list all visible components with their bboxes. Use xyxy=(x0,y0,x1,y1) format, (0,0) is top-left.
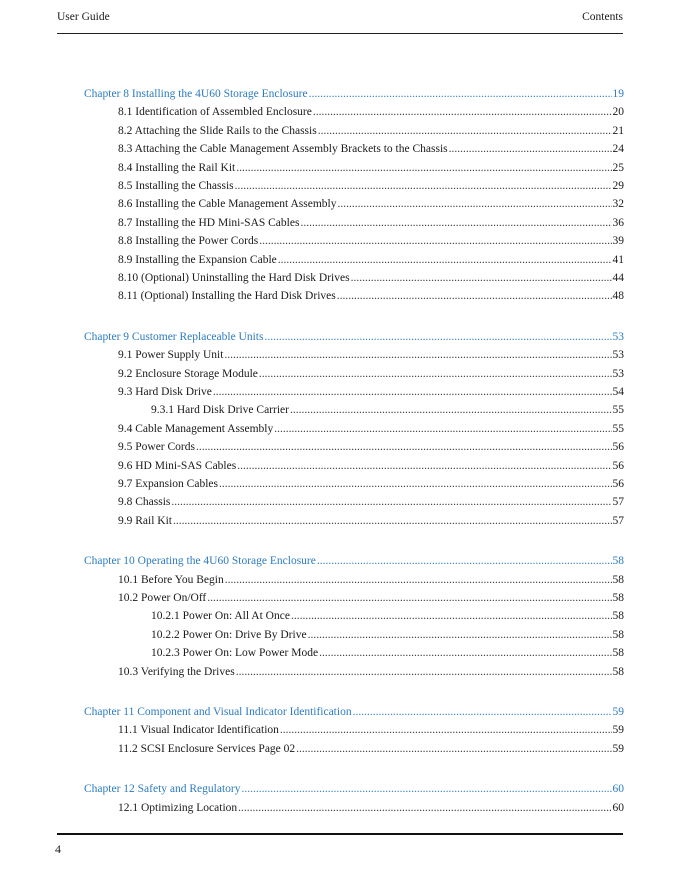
toc-section-link[interactable] xyxy=(118,215,624,231)
toc-entry-title: 10.2 Power On/Off xyxy=(118,592,207,604)
toc-dot-leader xyxy=(278,252,612,268)
toc-dot-leader xyxy=(196,439,612,455)
toc-dot-leader xyxy=(225,572,612,588)
toc-entry-page: 41 xyxy=(612,253,624,266)
toc-entry-page: 57 xyxy=(612,496,624,509)
toc-entry-page: 58 xyxy=(612,628,624,641)
toc-dot-leader xyxy=(313,104,612,120)
toc-entry-title: 8.10 (Optional) Uninstalling the Hard Disk Drives xyxy=(118,272,350,284)
toc-entry-page: 55 xyxy=(612,422,624,435)
toc-dot-leader xyxy=(300,215,611,231)
toc-entry-title: 9.5 Power Cords xyxy=(118,441,195,454)
toc-entry-title: 9.3 Hard Disk Drive xyxy=(118,386,212,398)
toc-section-link[interactable] xyxy=(118,800,624,816)
toc-entry-page: 58 xyxy=(612,647,624,660)
toc-section-link[interactable] xyxy=(118,123,624,139)
toc-entry-title: 10.2.3 Power On: Low Power Mode xyxy=(151,647,319,660)
toc-dot-leader xyxy=(274,421,611,437)
toc-entry-title: 10.3 Verifying the Drives xyxy=(118,665,235,678)
toc-section-link[interactable] xyxy=(151,608,624,624)
toc-entry-title: 9.8 Chassis xyxy=(118,496,171,509)
toc-dot-leader xyxy=(317,553,612,569)
toc-chapter-link[interactable] xyxy=(84,781,624,797)
toc-entry-title: 8.7 Installing the HD Mini-SAS Cables xyxy=(118,216,300,229)
toc-entry-page: 56 xyxy=(612,478,624,490)
footer-divider xyxy=(57,833,623,835)
toc-dot-leader xyxy=(290,402,612,418)
toc-entry-title: 8.3 Attaching the Cable Management Assembly Brackets to the Chassis xyxy=(118,143,448,156)
toc-entry-title: 8.4 Installing the Rail Kit xyxy=(118,161,236,174)
toc-section-link[interactable] xyxy=(118,178,624,194)
toc-entry-title: 8.1 Identification of Assembled Enclosure xyxy=(118,106,312,119)
page-number: 4 xyxy=(55,842,61,856)
toc-entry-page: 48 xyxy=(612,290,624,303)
toc-section-link[interactable] xyxy=(118,366,624,382)
toc-entry-page: 56 xyxy=(612,459,624,472)
toc-entry-page: 29 xyxy=(612,180,624,192)
toc-entry-page: 39 xyxy=(612,235,624,248)
toc-entry-page: 58 xyxy=(612,610,624,623)
toc-entry-page: 44 xyxy=(612,272,624,284)
toc-dot-leader xyxy=(237,458,611,474)
toc-entry-title: Chapter 11 Component and Visual Indicator Identification xyxy=(84,706,352,718)
toc-dot-leader xyxy=(224,347,611,363)
toc-entry-page: 20 xyxy=(612,106,624,119)
toc-chapter-link[interactable] xyxy=(84,86,624,102)
toc-section-link[interactable] xyxy=(118,421,624,437)
toc-section-link[interactable] xyxy=(118,458,624,474)
toc-entry-title: 11.2 SCSI Enclosure Services Page 02 xyxy=(118,742,296,755)
toc-entry-title: 11.1 Visual Indicator Identification xyxy=(118,724,279,737)
toc-entry-title: 10.2.2 Power On: Drive By Drive xyxy=(151,628,307,641)
toc-section-link[interactable] xyxy=(118,476,624,492)
toc-entry-page: 32 xyxy=(612,198,624,211)
toc-section-link[interactable] xyxy=(118,104,624,120)
toc-entry-title: Chapter 8 Installing the 4U60 Storage Enclosure xyxy=(84,88,308,100)
toc-entry-title: 9.7 Expansion Cables xyxy=(118,478,218,490)
toc-chapter-link[interactable] xyxy=(84,553,624,569)
toc-entry-page: 53 xyxy=(612,367,624,380)
toc-dot-leader xyxy=(280,722,612,738)
toc-entry-page: 60 xyxy=(612,783,624,796)
toc-entry-page: 36 xyxy=(612,216,624,229)
toc-entry-page: 57 xyxy=(612,514,624,527)
toc-entry-page: 55 xyxy=(612,404,624,417)
toc-dot-leader xyxy=(236,664,612,680)
toc-entry-title: 9.2 Enclosure Storage Module xyxy=(118,367,258,380)
toc-dot-leader xyxy=(213,384,612,400)
toc-section-link[interactable] xyxy=(118,270,624,286)
toc-entry-title: 8.9 Installing the Expansion Cable xyxy=(118,253,277,266)
toc-section-link[interactable] xyxy=(151,627,624,643)
toc-entry-page: 60 xyxy=(612,801,624,814)
toc-entry-page: 54 xyxy=(612,386,624,398)
toc-entry-page: 58 xyxy=(612,573,624,586)
toc-dot-leader xyxy=(351,270,612,286)
toc-entry-page: 53 xyxy=(612,349,624,362)
toc-dot-leader xyxy=(449,141,612,157)
toc-entry-title: 8.11 (Optional) Installing the Hard Disk Drives xyxy=(118,290,336,303)
toc-entry-title: 12.1 Optimizing Location xyxy=(118,801,238,814)
toc-entry-page: 25 xyxy=(612,161,624,174)
toc-section-link[interactable] xyxy=(118,722,624,738)
toc-entry-title: Chapter 9 Customer Replaceable Units xyxy=(84,330,264,343)
toc-dot-leader xyxy=(337,288,612,304)
toc-dot-leader xyxy=(264,329,611,345)
toc-section-link[interactable] xyxy=(118,233,624,249)
toc-section-link[interactable] xyxy=(118,439,624,455)
toc-entry-title: 8.5 Installing the Chassis xyxy=(118,180,234,192)
toc-entry-page: 19 xyxy=(612,88,624,100)
toc-section-link[interactable] xyxy=(118,196,624,212)
toc-dot-leader xyxy=(337,196,611,212)
toc-chapter-link[interactable] xyxy=(84,329,624,345)
toc-dot-leader xyxy=(219,476,612,492)
toc-dot-leader xyxy=(242,781,612,797)
toc-section-link[interactable] xyxy=(118,513,624,529)
toc-entry-page: 58 xyxy=(612,592,624,604)
toc-entry-page: 53 xyxy=(612,330,624,343)
toc-dot-leader xyxy=(171,494,611,510)
toc-section-link[interactable] xyxy=(118,741,624,757)
toc-dot-leader xyxy=(309,86,612,102)
toc-section-link[interactable] xyxy=(118,288,624,304)
toc-section-link[interactable] xyxy=(118,590,624,606)
toc-entry-title: 9.4 Cable Management Assembly xyxy=(118,422,274,435)
toc-section-link[interactable] xyxy=(118,347,624,363)
toc-dot-leader xyxy=(319,645,611,661)
toc-section-link[interactable] xyxy=(118,494,624,510)
toc-entry-page: 58 xyxy=(612,665,624,678)
toc-entry-title: 9.1 Power Supply Unit xyxy=(118,349,224,362)
toc-dot-leader xyxy=(173,513,612,529)
toc-section-link[interactable] xyxy=(118,160,624,176)
header-section-title: Contents xyxy=(582,11,623,23)
toc-dot-leader xyxy=(236,160,611,176)
toc-entry-page: 58 xyxy=(612,555,624,568)
toc-entry-page: 59 xyxy=(612,742,624,755)
toc-entry-title: Chapter 12 Safety and Regulatory xyxy=(84,783,241,796)
toc-section-link[interactable] xyxy=(118,572,624,588)
toc-section-link[interactable] xyxy=(118,141,624,157)
toc-entry-title: 10.1 Before You Begin xyxy=(118,573,224,586)
toc-chapter-link[interactable] xyxy=(84,704,624,720)
toc-entry-title: 9.9 Rail Kit xyxy=(118,514,172,527)
toc-dot-leader xyxy=(308,627,612,643)
toc-dot-leader xyxy=(296,741,611,757)
toc-entry-title: 8.8 Installing the Power Cords xyxy=(118,235,259,248)
toc-dot-leader xyxy=(318,123,612,139)
toc-dot-leader xyxy=(259,233,611,249)
toc-entry-title: 8.2 Attaching the Slide Rails to the Chassis xyxy=(118,124,317,137)
toc-section-link[interactable] xyxy=(118,252,624,268)
toc-entry-page: 24 xyxy=(612,143,624,156)
toc-section-link[interactable] xyxy=(151,402,624,418)
toc-section-link[interactable] xyxy=(118,384,624,400)
toc-dot-leader xyxy=(291,608,612,624)
toc-dot-leader xyxy=(207,590,611,606)
toc-section-link[interactable] xyxy=(151,645,624,661)
toc-entry-title: 9.6 HD Mini-SAS Cables xyxy=(118,459,237,472)
toc-dot-leader xyxy=(235,178,612,194)
toc-entry-page: 59 xyxy=(612,706,624,718)
toc-entry-title: 10.2.1 Power On: All At Once xyxy=(151,610,290,623)
toc-entry-page: 56 xyxy=(612,441,624,454)
toc-entry-page: 59 xyxy=(612,724,624,737)
toc-entry-page: 21 xyxy=(612,124,624,137)
toc-section-link[interactable] xyxy=(118,664,624,680)
toc-dot-leader xyxy=(238,800,611,816)
toc-dot-leader xyxy=(259,366,612,382)
toc-entry-title: 8.6 Installing the Cable Management Assembly xyxy=(118,198,337,211)
toc-entry-title: 9.3.1 Hard Disk Drive Carrier xyxy=(151,404,289,417)
toc-dot-leader xyxy=(353,704,612,720)
toc-entry-title: Chapter 10 Operating the 4U60 Storage Enclosure xyxy=(84,555,316,568)
header-document-title: User Guide xyxy=(57,11,110,23)
